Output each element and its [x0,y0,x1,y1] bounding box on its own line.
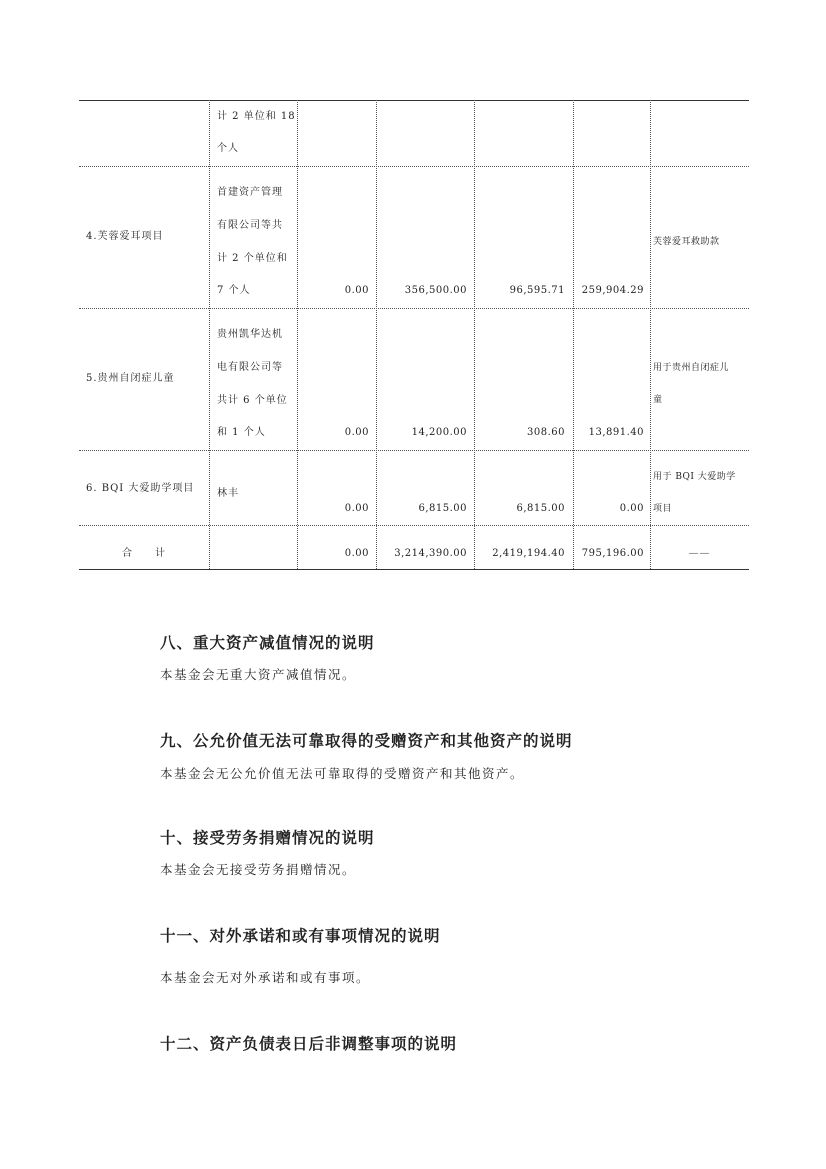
donor-cell: 7 个人 [217,285,251,296]
value-cell: 6,815.00 [516,503,565,514]
section-body: 本基金会无接受劳务捐赠情况。 [160,862,357,877]
value-cell: 308.60 [527,427,565,438]
donor-cell: 林丰 [217,488,239,499]
usage-cell: 用于 BQI 大爱助学 [653,472,736,482]
value-cell: 2,419,194.40 [492,548,565,559]
section-heading: 八、重大资产减值情况的说明 [160,634,375,652]
value-cell: 356,500.00 [404,285,467,296]
usage-cell: 童 [653,395,663,405]
column-divider [573,100,574,569]
column-divider [650,100,651,569]
section-body: 本基金会无对外承诺和或有事项。 [160,970,371,985]
donor-cell: 和 1 个人 [217,427,266,438]
value-cell: 259,904.29 [581,285,644,296]
column-divider [297,100,298,569]
value-cell: 0.00 [344,503,369,514]
row-divider [79,525,749,526]
value-cell: 0.00 [344,427,369,438]
donor-cell: 首建资产管理 [217,187,283,198]
donor-cell: 计 2 单位和 18 [217,111,296,122]
value-cell: 96,595.71 [509,285,565,296]
donor-cell: 电有限公司等 [217,362,283,373]
value-cell: 0.00 [619,503,644,514]
usage-cell: 用于贵州自闭症儿 [653,363,730,373]
section-heading: 十一、对外承诺和或有事项情况的说明 [160,927,441,945]
column-divider [376,100,377,569]
column-divider [209,100,210,569]
donation-table [79,100,749,570]
table-bottom-border [79,569,749,570]
value-cell: 0.00 [344,548,369,559]
donor-cell: 计 2 个单位和 [217,253,288,264]
usage-cell: 项目 [653,504,673,514]
row-divider [79,308,749,309]
row-divider [79,450,749,451]
value-cell: 0.00 [344,285,369,296]
section-heading: 九、公允价值无法可靠取得的受赠资产和其他资产的说明 [160,732,573,750]
value-cell: 6,815.00 [418,503,467,514]
usage-cell: 芙蓉爱耳救助款 [653,237,720,247]
section-body: 本基金会无重大资产减值情况。 [160,667,357,682]
project-cell: 5.贵州自闭症儿童 [86,373,175,384]
project-cell: 4.芙蓉爱耳项目 [86,231,164,242]
section-heading: 十、接受劳务捐赠情况的说明 [160,829,375,847]
column-divider [474,100,475,569]
usage-cell: —— [688,548,711,559]
row-divider [79,166,749,167]
donor-cell: 个人 [217,143,239,154]
total-label: 合 计 [122,548,166,559]
section-heading: 十二、资产负债表日后非调整事项的说明 [160,1035,458,1053]
project-cell: 6. BQI 大爱助学项目 [86,483,195,494]
donor-cell: 有限公司等共 [217,220,283,231]
value-cell: 795,196.00 [581,548,644,559]
donor-cell: 贵州凯华达机 [217,329,283,340]
donor-cell: 共计 6 个单位 [217,395,288,406]
value-cell: 3,214,390.00 [394,548,467,559]
section-body: 本基金会无公允价值无法可靠取得的受赠资产和其他资产。 [160,766,525,781]
table-top-border [79,100,749,101]
value-cell: 14,200.00 [411,427,467,438]
value-cell: 13,891.40 [588,427,644,438]
